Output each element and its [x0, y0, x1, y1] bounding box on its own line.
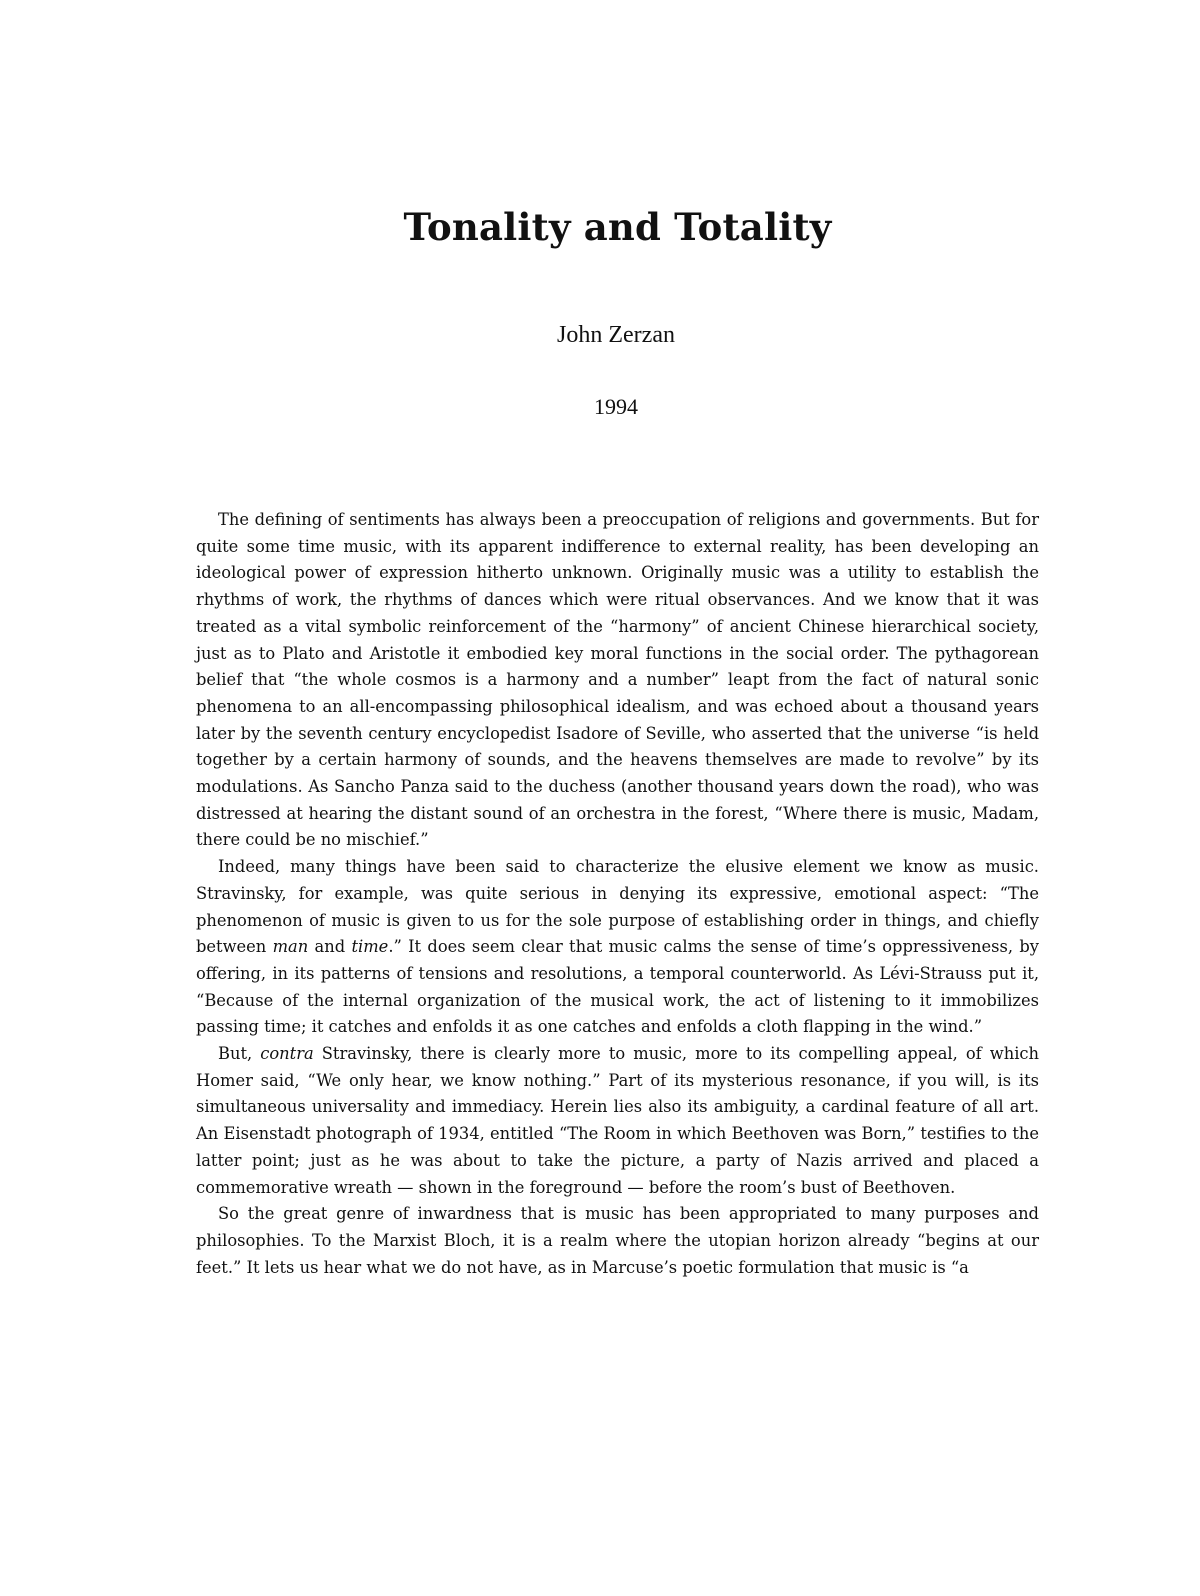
text-run: and: [308, 937, 352, 957]
document-year: 1994: [594, 394, 638, 419]
body-paragraph: [196, 1041, 1039, 1201]
text-run: Indeed, many things have been said to characterize the elusive element we know as music. Stravinsky, for example, was quite serious in denying its expressive, emotional aspect: “The phenomenon of music is given to us for the sole purpose of establishing order in things, and chiefly between: [196, 857, 1039, 957]
text-run: .” It does seem clear that music calms the sense of time’s oppressiveness, by offering, in its patterns of tensions and resolutions, a temporal counterworld. As Lévi-Strauss put it, “Because of the internal organization of the musical work, the act of listening to it immobilizes passing time; it catches and enfolds it as one catches and enfolds a cloth flapping in the wind.”: [196, 937, 1039, 1037]
body-paragraph: [196, 507, 1039, 854]
body-text: [196, 507, 1039, 1281]
text-run: But,: [218, 1044, 261, 1064]
text-run: Stravinsky, there is clearly more to music, more to its compelling appeal, of which Homer said, “We only hear, we know nothing.” Part of its mysterious resonance, if you will, is its simultaneous universality and immediacy. Herein lies also its ambiguity, a cardinal feature of all art. An Eisenstadt photograph of 1934, entitled “The Room in which Beethoven was Born,” testifies to the latter point; just as he was about to take the picture, a party of Nazis arrived and placed a commemorative wreath — shown in the foreground — before the room’s bust of Beethoven.: [196, 1044, 1039, 1197]
document-title: Tonality and Totality: [403, 205, 832, 249]
body-paragraph: [196, 1201, 1039, 1281]
italic-text-run: time: [351, 937, 389, 957]
body-paragraph: [196, 854, 1039, 1041]
text-run: The defining of sentiments has always been a preoccupation of religions and governments. But for quite some time music, with its apparent indifference to external reality, has been developing an ideological power of expression hitherto unknown. Originally music was a utility to establish the rhythms of work, the rhythms of dances which were ritual observances. And we know that it was treated as a vital symbolic reinforcement of the “harmony” of ancient Chinese hierarchical society, just as to Plato and Aristotle it embodied key moral functions in the social order. The pythagorean belief that “the whole cosmos is a harmony and a number” leapt from the fact of natural sonic phenomena to an all-encompassing philosophical idealism, and was echoed about a thousand years later by the seventh century encyclopedist Isadore of Seville, who asserted that the universe “is held together by a certain harmony of sounds, and the heavens themselves are made to revolve” by its modulations. As Sancho Panza said to the duchess (another thousand years down the road), who was distressed at hearing the distant sound of an orchestra in the forest, “Where there is music, Madam, there could be no mischief.”: [196, 510, 1039, 850]
italic-text-run: contra: [260, 1044, 314, 1064]
document-author: John Zerzan: [557, 322, 675, 348]
text-run: So the great genre of inwardness that is music has been appropriated to many purposes and philosophies. To the Marxist Bloch, it is a realm where the utopian horizon already “begins at our feet.” It lets us hear what we do not have, as in Marcuse’s poetic formulation that music is “a: [196, 1204, 1039, 1277]
italic-text-run: man: [272, 937, 309, 957]
